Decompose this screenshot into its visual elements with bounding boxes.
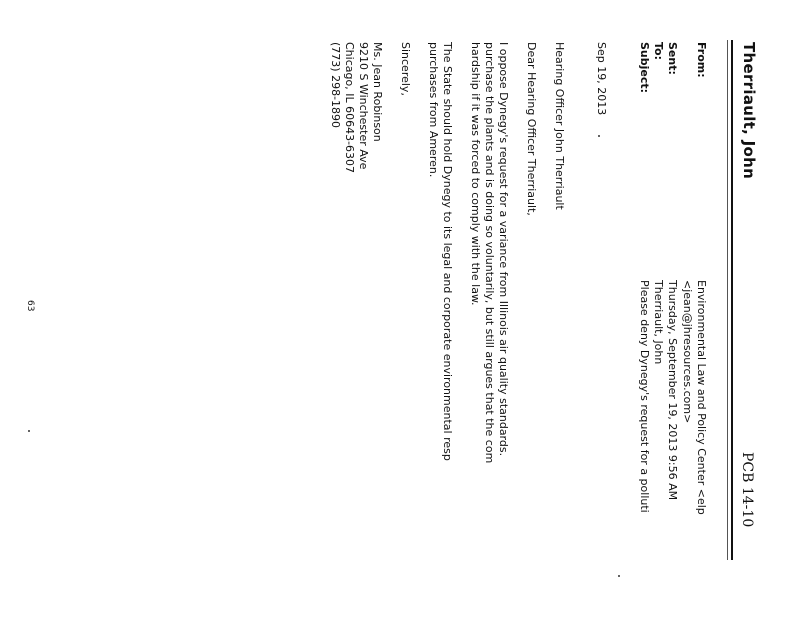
scan-speck bbox=[618, 575, 620, 577]
subject-value: Please deny Dynegy's request for a polluti bbox=[638, 280, 651, 513]
letter-date: Sep 19, 2013 bbox=[595, 42, 608, 116]
signature-city: Chicago, IL 60643-6307 bbox=[343, 42, 356, 174]
scan-speck bbox=[28, 430, 30, 432]
paragraph-line: I oppose Dynegy's request for a variance from Illinois air quality standards. bbox=[497, 42, 510, 457]
header-divider bbox=[731, 40, 733, 560]
letter-recipient: Hearing Officer John Therriault bbox=[553, 42, 566, 210]
paragraph-line: purchases from Ameren. bbox=[427, 42, 440, 178]
case-number: PCB 14-10 bbox=[739, 452, 755, 528]
letter-closing: Sincerely, bbox=[399, 42, 412, 96]
paragraph-line: purchase the plants and is doing so voluntarily, but still argues that the com bbox=[483, 42, 496, 464]
paragraph-line: The State should hold Dynegy to its legal and corporate environmental resp bbox=[441, 42, 454, 461]
to-value: Therriault, John bbox=[652, 280, 665, 365]
signature-phone: (773) 298-1890 bbox=[329, 42, 342, 129]
letter-salutation: Dear Hearing Officer Therriault, bbox=[525, 42, 538, 216]
document-title: Therriault, John bbox=[740, 42, 758, 180]
signature-name: Ms. Jean Robinson bbox=[371, 42, 384, 142]
signature-address: 9210 S Winchester Ave bbox=[357, 42, 370, 170]
page-number: 63 bbox=[25, 300, 35, 312]
sent-value: Thursday, September 19, 2013 9:56 AM bbox=[666, 280, 679, 501]
sent-label: Sent: bbox=[666, 42, 679, 75]
from-email: <jean@jhresources.com> bbox=[681, 280, 694, 424]
scan-speck bbox=[598, 135, 600, 137]
from-value: Environmental Law and Policy Center <elp bbox=[695, 280, 708, 515]
header-divider-thin bbox=[727, 40, 728, 560]
to-label: To: bbox=[652, 42, 665, 60]
paragraph-line: hardship if it was forced to comply with the law. bbox=[469, 42, 482, 306]
from-label: From: bbox=[695, 42, 708, 78]
subject-label: Subject: bbox=[638, 42, 651, 94]
